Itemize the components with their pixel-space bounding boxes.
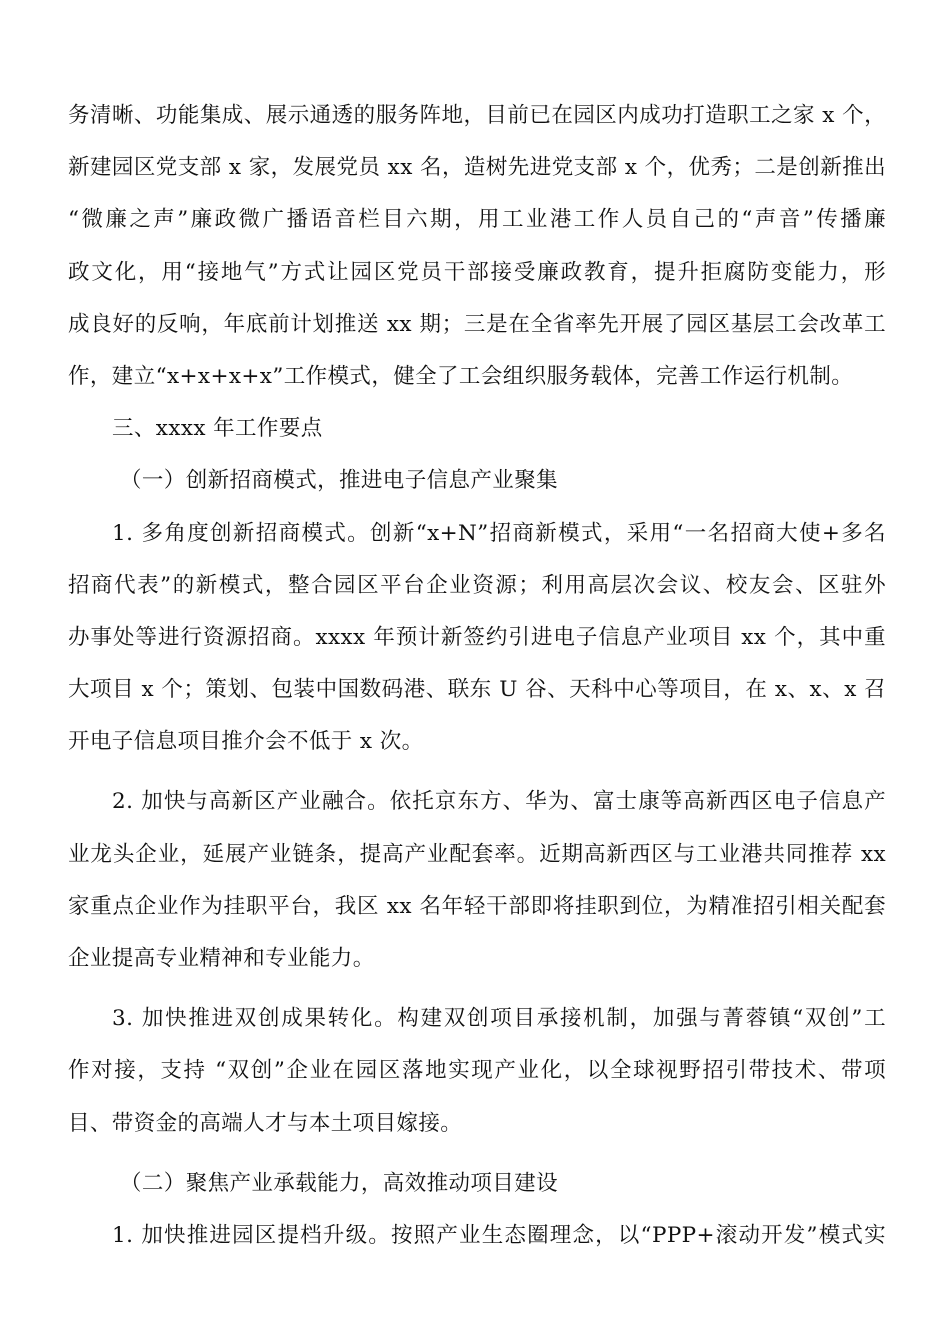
- text-line: 家重点企业作为挂职平台，我区 xx 名年轻干部即将挂职到位，为精准招引相关配套: [68, 893, 886, 919]
- text-line: 3. 加快推进双创成果转化。构建双创项目承接机制，加强与菁蓉镇“双创”工: [112, 1006, 886, 1032]
- text-line: 政文化，用“接地气”方式让园区党员干部接受廉政教育，提升拒腐防变能力，形: [68, 259, 886, 285]
- text-line: 作，建立“x+x+x+x”工作模式，健全了工会组织服务载体，完善工作运行机制。: [68, 363, 854, 389]
- text-line: 业龙头企业，延展产业链条，提高产业配套率。近期高新西区与工业港共同推荐 xx: [68, 841, 886, 867]
- text-line: 企业提高专业精神和专业能力。: [68, 946, 375, 971]
- text-line: 新建园区党支部 x 家，发展党员 xx 名，造树先进党支部 x 个，优秀；二是创新推出: [68, 155, 886, 181]
- subsection-heading: （二）聚焦产业承载能力，高效推动项目建设: [120, 1170, 559, 1196]
- text-line: 2. 加快与高新区产业融合。依托京东方、华为、富士康等高新西区电子信息产: [112, 789, 886, 815]
- section-heading: 三、xxxx 年工作要点: [112, 416, 323, 442]
- text-line: 招商代表”的新模式，整合园区平台企业资源；利用高层次会议、校友会、区驻外: [68, 572, 886, 598]
- subsection-heading: （一）创新招商模式，推进电子信息产业聚集: [120, 468, 559, 494]
- text-line: 1. 加快推进园区提档升级。按照产业生态圈理念，以“PPP+滚动开发”模式实: [112, 1222, 886, 1248]
- text-line: 开电子信息项目推介会不低于 x 次。: [68, 729, 424, 755]
- text-line: 作对接，支持 “双创”企业在园区落地实现产业化，以全球视野招引带技术、带项: [68, 1058, 886, 1084]
- document-body: [68, 90, 886, 1262]
- text-line: 大项目 x 个；策划、包装中国数码港、联东 U 谷、天科中心等项目，在 x、x、x 召: [68, 677, 886, 703]
- text-line: 成良好的反响，年底前计划推送 xx 期；三是在全省率先开展了园区基层工会改革工: [68, 311, 886, 337]
- text-line: “微廉之声”廉政微广播语音栏目六期，用工业港工作人员自己的“声音”传播廉: [68, 207, 886, 233]
- text-line: 1. 多角度创新招商模式。创新“x+N”招商新模式，采用“一名招商大使+多名: [112, 520, 886, 546]
- text-line: 务清晰、功能集成、展示通透的服务阵地，目前已在园区内成功打造职工之家 x 个，: [68, 103, 886, 128]
- text-line: 目、带资金的高端人才与本土项目嫁接。: [68, 1110, 463, 1136]
- text-line: 办事处等进行资源招商。xxxx 年预计新签约引进电子信息产业项目 xx 个，其中重: [68, 624, 886, 650]
